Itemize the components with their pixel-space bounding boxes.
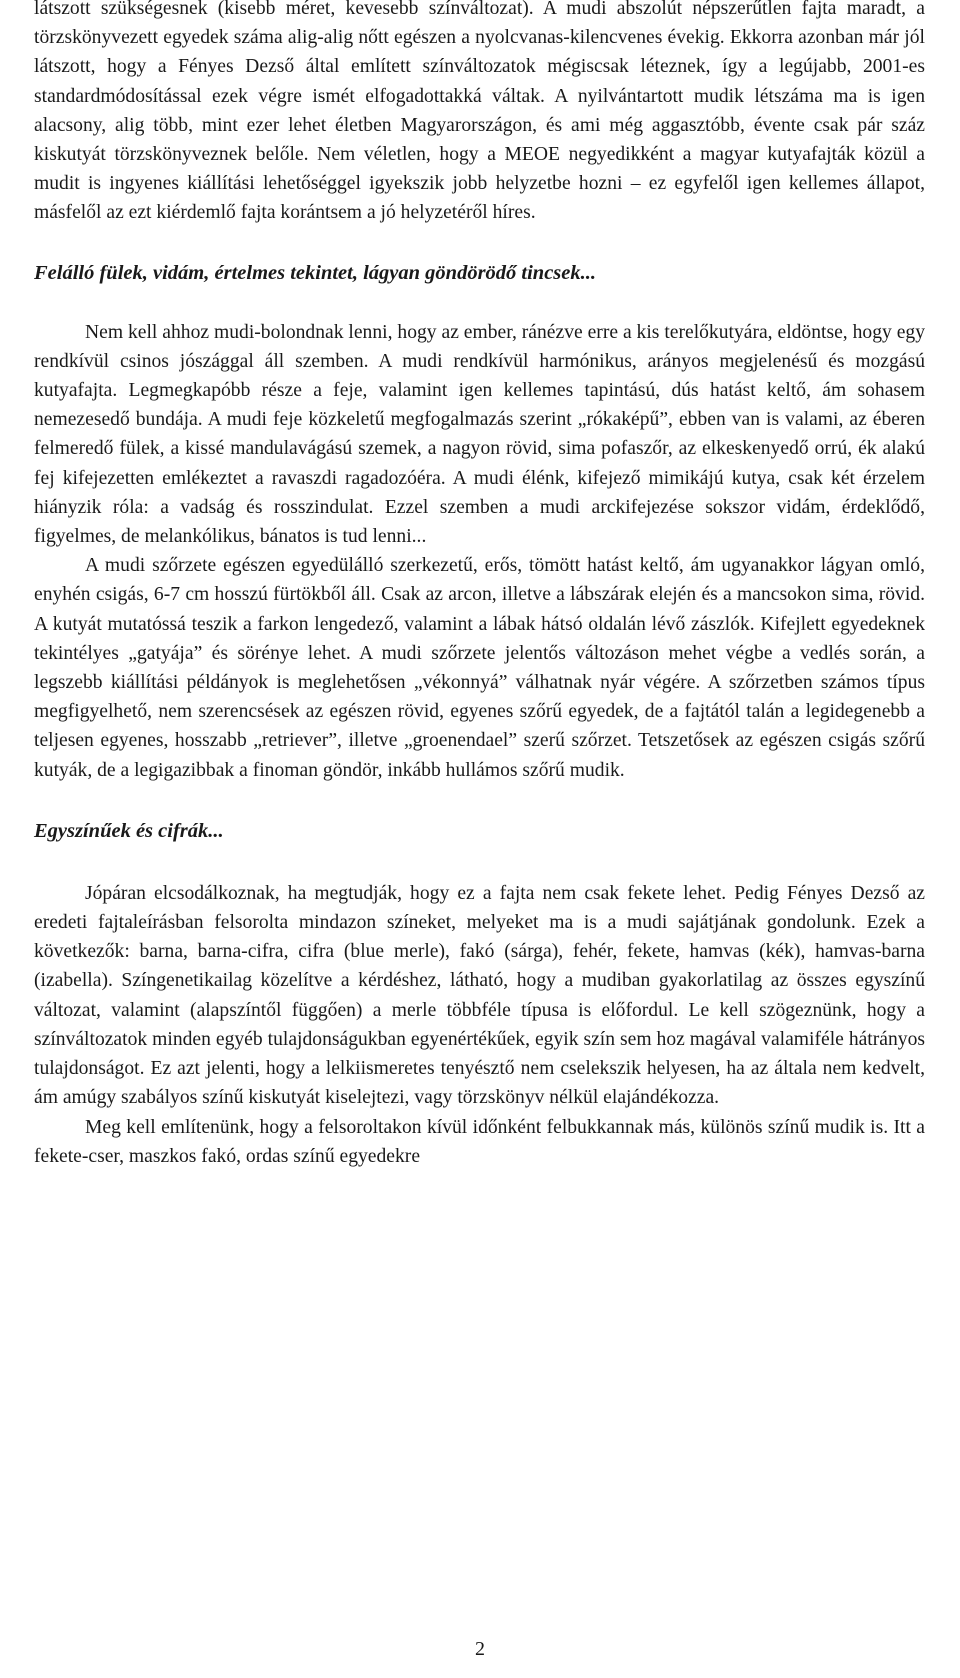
document-page bbox=[34, 0, 925, 1171]
page-number: 2 bbox=[475, 1638, 485, 1660]
body-paragraph-intro: látszott szükségesnek (kisebb méret, kevesebb színváltozat). A mudi abszolút népszerűtlen fajta maradt, a törzskönyvezett egyedek száma alig-alig nőtt egészen a nyolcvanas-kilencvenes évekig. Ekkorra azonban már jól látszott, hogy a Fényes Dezső által említett színváltozatok mégiscsak léteznek, így a legújabb, 2001-es standardmódosítással ezek végre ismét elfogadottakká váltak. A nyilvántartott mudik létszáma ma is igen alacsony, alig több, mint ezer lehet életben Magyarországon, és ami még aggasztóbb, évente csak pár száz kiskutyát törzskönyveznek belőle. Nem véletlen, hogy a MEOE negyedikként a magyar kutyafajták közül a mudit is ingyenes kiállítási lehetőséggel igyekszik jobb helyzetbe hozni – ez egyfelől igen kellemes állapot, másfelől az ezt kiérdemlő fajta korántsem a jó helyzetéről híres. bbox=[34, 0, 925, 224]
body-paragraph-coat: A mudi szőrzete egészen egyedülálló szerkezetű, erős, tömött hatást keltő, ám ugyanakkor lágyan omló, enyhén csigás, 6-7 cm hosszú fürtökből áll. Csak az arcon, illetve a lábszárak elején és a mancsokon sima, rövid. A kutyát mutatóssá teszik a farkon lengedező, valamint a lábak hátsó oldalán lévő zászlók. Kifejlett egyedeknek tekintélyes „gatyája” és sörénye lehet. A mudi szőrzete jelentős változáson mehet végbe a vedlés során, a legszebb kiállítási példányok is meglehetősen „vékonnyá” válhatnak nyár végére. A szőrzetben számos típus megfigyelhető, nem szerencsések az egészen rövid, egyenes szőrű egyedek, de a fajtától talán a legidegenebb a teljesen egyenes, hosszabb „retriever”, illetve „groenendael” szerű szőrzet. Tetszetősek az egészen csigás szőrű kutyák, de a legigazibbak a finoman göndör, inkább hullámos szőrű mudik. bbox=[34, 555, 925, 781]
body-paragraph-appearance: Nem kell ahhoz mudi-bolondnak lenni, hogy az ember, ránézve erre a kis terelőkutyára, eldöntse, hogy egy rendkívül csinos jószággal áll szemben. A mudi rendkívül harmónikus, arányos megjelenésű és mozgású kutyafajta. Legmegkapóbb része a feje, valamint igen kellemes tapintású, dús hatást keltő, ám sohasem nemezesedő bundája. A mudi feje közkeletű megfogalmazás szerint „rókaképű”, ebben van is valami, az éberen felmeredő fülek, a kissé mandulavágású szemek, a nagyon rövid, sima pofaszőr, az elkeskenyedő orrú, ék alakú fej kifejezetten emlékeztet a ravaszdi ragadozóéra. A mudi élénk, kifejező mimikájú kutya, csak két érzelem hiányzik róla: a vadság és rosszindulat. Ezzel szemben a mudi arckifejezése sokszor vidám, érdeklődő, figyelmes, de melankólikus, bánatos is tud lenni... bbox=[34, 321, 925, 548]
body-paragraph-colors: Jópáran elcsodálkoznak, ha megtudják, hogy ez a fajta nem csak fekete lehet. Pedig Fényes Dezső az eredeti fajtaleírásban felsorolta mindazon színeket, melyeket ma is a mudi sajátjának gondolunk. Ezek a következők: barna, barna-cifra, cifra (blue merle), fakó (sárga), fehér, fekete, hamvas (kék), hamvas-barna (izabella). Színgenetikailag közelítve a kérdéshez, látható, hogy a mudiban gyakorlatilag az összes egyszínű változat, valamint (alapszíntől függően) a merle többféle típusa is előfordul. Le kell szögeznünk, hogy a színváltozatok minden egyéb tulajdonságukban egyenértékűek, egyik szín sem hoz magával valamiféle hátrányos tulajdonságot. Ez azt jelenti, hogy a lelkiismeretes tenyésztő nem cselekszik helyesen, ha az általa nem kedvelt, ám amúgy szabályos színű kiskutyát kiselejtezi, vagy törzskönyv nélkül elajándékozza. bbox=[34, 882, 925, 1109]
section-heading-ears: Felálló fülek, vidám, értelmes tekintet, lágyan göndörödő tincsek... bbox=[34, 261, 597, 284]
section-heading-colors: Egyszínűek és cifrák... bbox=[34, 819, 224, 842]
body-paragraph-rare-colors: Meg kell említenünk, hogy a felsoroltakon kívül időnként felbukkannak más, különös színű mudik is. Itt a fekete-cser, maszkos fakó, ordas színű egyedekre bbox=[34, 1116, 925, 1167]
